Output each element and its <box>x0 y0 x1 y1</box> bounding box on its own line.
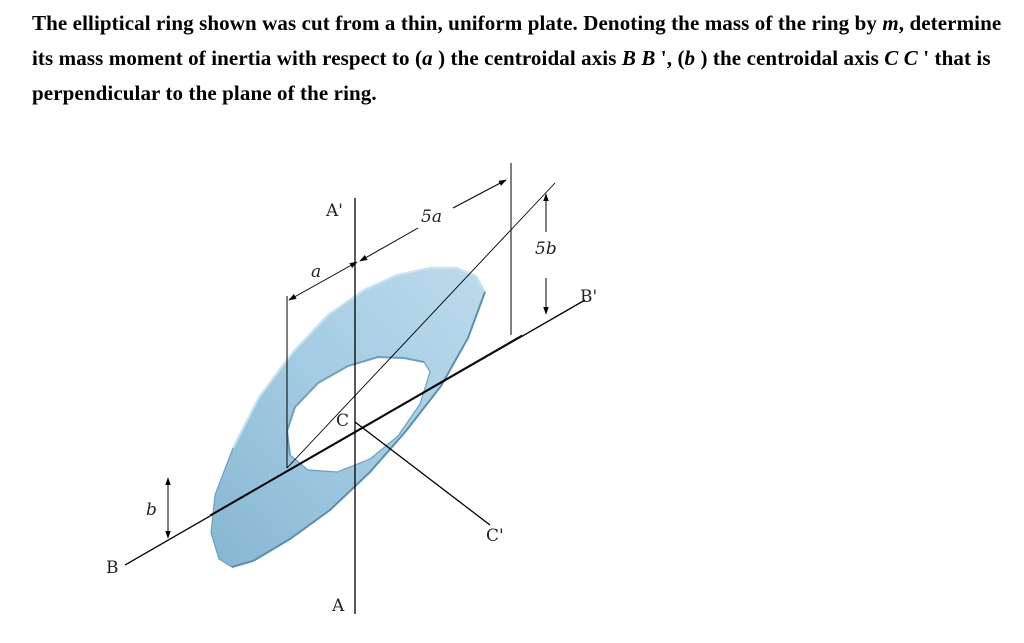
problem-text-5: ) the centroidal axis <box>695 46 885 70</box>
dim-5a-arrow-left <box>360 228 418 261</box>
dim-b-label: b <box>146 500 157 520</box>
problem-text-1: The elliptical ring shown was cut from a thin, uniform plate. Denoting the mass of the ring by <box>32 11 883 35</box>
label-c: C <box>336 411 350 431</box>
variable-b: b <box>684 46 696 70</box>
dim-5a-arrow-right <box>453 180 506 208</box>
axis-cc: C C <box>884 46 918 70</box>
label-a: A <box>332 596 345 616</box>
variable-a: a <box>422 46 433 70</box>
label-a-prime: A' <box>326 201 343 221</box>
problem-text-4: ', ( <box>655 46 685 70</box>
problem-text-3: ) the centroidal axis <box>432 46 622 70</box>
axis-cc-prime <box>355 422 490 525</box>
dim-5b-label: 5b <box>535 239 557 259</box>
dim-a-arrow <box>289 262 357 300</box>
dim-5a-label: 5a <box>421 207 442 227</box>
problem-text-6: ' that is perpendicular to the plane of the ring. <box>32 46 991 105</box>
dim-a-label: a <box>311 262 322 282</box>
label-b-prime: B' <box>580 287 598 307</box>
problem-text-2: , determine its mass moment of inertia with respect to ( <box>32 11 1002 70</box>
variable-m: m <box>882 11 899 35</box>
axis-bb: B B <box>621 46 656 70</box>
label-b: B <box>106 558 119 578</box>
label-c-prime: C' <box>486 526 504 546</box>
